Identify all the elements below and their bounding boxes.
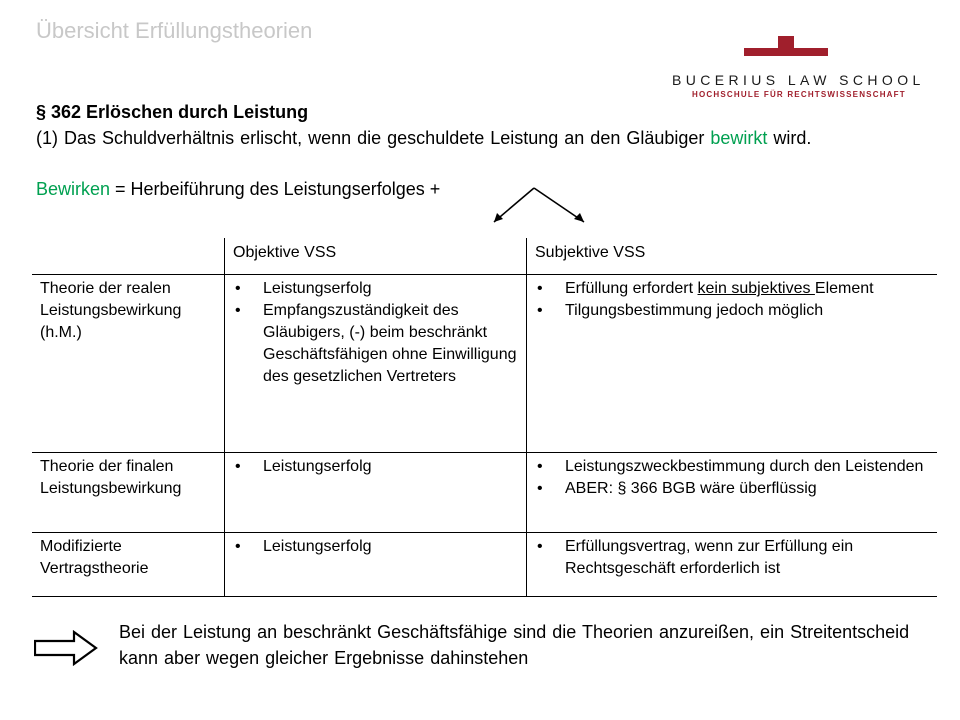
slide-title: Übersicht Erfüllungstheorien bbox=[36, 18, 313, 43]
statute-text-after: wird. bbox=[767, 128, 812, 148]
list-item: • ABER: § 366 BGB wäre überflüssig bbox=[535, 478, 929, 500]
theory-cell: Theorie der realen Leistungsbewirkung (h.M.) bbox=[40, 280, 182, 341]
list-item: • Leistungserfolg bbox=[233, 456, 518, 478]
header-empty bbox=[32, 238, 225, 275]
list-item: • Tilgungsbestimmung jedoch möglich bbox=[535, 300, 929, 322]
subjective-cell bbox=[527, 275, 938, 453]
list-item: • Leistungserfolg bbox=[233, 278, 518, 300]
logo-bar-right bbox=[792, 48, 828, 56]
bucerius-logo bbox=[666, 36, 926, 106]
statute-heading: § 362 Erlöschen durch Leistung bbox=[36, 102, 309, 122]
statute-text-before: (1) Das Schuldverhältnis erlischt, wenn die geschuldete Leistung an den Gläubiger bbox=[36, 128, 711, 148]
subjective-cell bbox=[527, 533, 938, 597]
list-item: • Erfüllungsvertrag, wenn zur Erfüllung ein Rechtsgeschäft erforderlich ist bbox=[535, 536, 929, 580]
definition-term: Bewirken bbox=[36, 179, 111, 199]
conclusion-text: Bei der Leistung an beschränkt Geschäftsfähige sind die Theorien anzureißen, ein Streitentscheid kann aber wegen gleicher Ergebnisse dahinstehen bbox=[119, 622, 910, 668]
objective-cell bbox=[225, 533, 527, 597]
list-item-text: Element bbox=[814, 280, 874, 297]
fork-arrow-icon bbox=[490, 184, 590, 228]
list-item: • Empfangszuständigkeit des Gläubigers, (-) beim beschränkt Geschäftsfähigen ohne Einwilligung des gesetzlichen Vertreters bbox=[233, 300, 518, 388]
statute-paragraph bbox=[36, 128, 811, 149]
list-item-text: Erfüllung erfordert bbox=[565, 280, 698, 297]
header-subjective: Subjektive VSS bbox=[527, 238, 938, 275]
right-arrow-icon bbox=[34, 630, 98, 666]
subjective-cell bbox=[527, 453, 938, 533]
list-item bbox=[535, 278, 929, 300]
theory-cell: Modifizierte Vertragstheorie bbox=[32, 533, 225, 597]
logo-subtitle: HOCHSCHULE FÜR RECHTSWISSENSCHAFT bbox=[692, 90, 906, 99]
table-row bbox=[32, 275, 937, 453]
theory-cell: Theorie der finalen Leistungsbewirkung bbox=[32, 453, 225, 533]
list-item: • Leistungszweckbestimmung durch den Leistenden bbox=[535, 456, 929, 478]
header-objective: Objektive VSS bbox=[225, 238, 527, 275]
underlined-text: kein subjektives bbox=[697, 280, 815, 297]
statute-highlight: bewirkt bbox=[710, 128, 768, 148]
theories-table bbox=[32, 238, 937, 597]
logo-bar-left bbox=[744, 48, 780, 56]
table-row bbox=[32, 533, 937, 597]
table-header-row bbox=[32, 238, 937, 275]
table-row bbox=[32, 453, 937, 533]
logo-name: BUCERIUS LAW SCHOOL bbox=[672, 72, 925, 88]
definition-line bbox=[36, 179, 440, 200]
objective-cell bbox=[225, 453, 527, 533]
definition-rest: = Herbeiführung des Leistungserfolges + bbox=[110, 179, 441, 199]
list-item: • Leistungserfolg bbox=[233, 536, 518, 558]
objective-cell bbox=[225, 275, 527, 453]
